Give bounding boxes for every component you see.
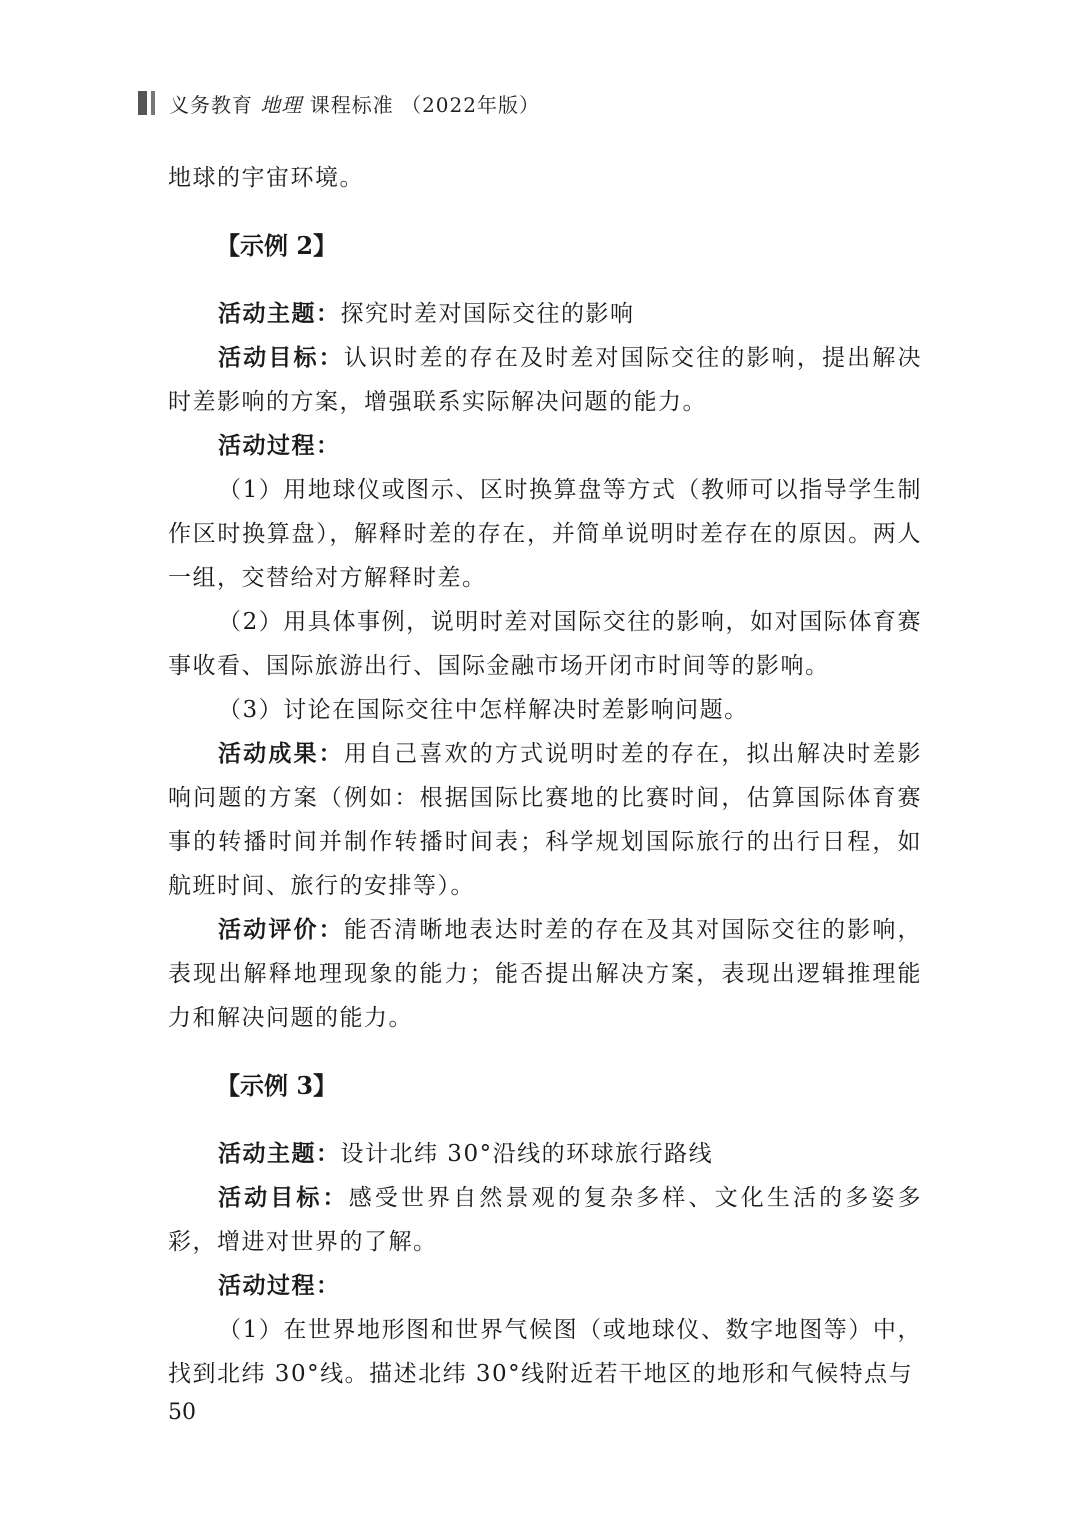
ex3-goal: 活动目标：感受世界自然景观的复杂多样、文化生活的多姿多彩，增进对世界的了解。	[168, 1184, 923, 1255]
page-body	[168, 156, 922, 1396]
header-bar-mark	[138, 91, 147, 115]
ex2-theme: 活动主题：探究时差对国际交往的影响	[218, 300, 635, 327]
ex3-theme: 活动主题：设计北纬 30°沿线的环球旅行路线	[218, 1140, 714, 1167]
header-subject: 地理	[260, 92, 303, 117]
ex2-process-label: 活动过程：	[218, 432, 341, 459]
ex2-evaluation: 活动评价：能否清晰地表达时差的存在及其对国际交往的影响，表现出解释地理现象的能力；能否提出解决方案，表现出逻辑推理能力和解决问题的能力。	[168, 916, 923, 1031]
ex2-step-1: （1）用地球仪或图示、区时换算盘等方式（教师可以指导学生制作区时换算盘），解释时差的存在，并简单说明时差存在的原因。两人一组，交替给对方解释时差。	[168, 477, 922, 591]
ex3-step-1: （1）在世界地形图和世界气候图（或地球仪、数字地图等）中，找到北纬 30°线。描述北纬 30°线附近若干地区的地形和气候特点与	[168, 1317, 922, 1387]
ex2-step-3: （3）讨论在国际交往中怎样解决时差影响问题。	[218, 697, 749, 723]
header-title: 义务教育 地理 课程标准 （2022年版）	[169, 92, 540, 117]
page-number: 50	[168, 1400, 196, 1425]
ex3-process-label: 活动过程：	[218, 1272, 341, 1299]
ex2-result: 活动成果：用自己喜欢的方式说明时差的存在，拟出解决时差影响问题的方案（例如：根据国际比赛地的比赛时间，估算国际体育赛事的转播时间并制作转播时间表；科学规划国际旅行的出行日程，如航班时间、旅行的安排等）。	[168, 740, 923, 899]
header-bar-mark-thin	[151, 91, 155, 115]
running-header	[138, 88, 540, 118]
paragraph-continuation: 地球的宇宙环境。	[168, 165, 364, 191]
ex2-step-2: （2）用具体事例，说明时差对国际交往的影响，如对国际体育赛事收看、国际旅游出行、国际金融市场开闭市时间等的影响。	[168, 609, 922, 679]
example-2-title: 【示例 2】	[216, 231, 338, 260]
ex2-goal: 活动目标：认识时差的存在及时差对国际交往的影响，提出解决时差影响的方案，增强联系实际解决问题的能力。	[168, 344, 923, 415]
example-3-title: 【示例 3】	[216, 1071, 338, 1100]
